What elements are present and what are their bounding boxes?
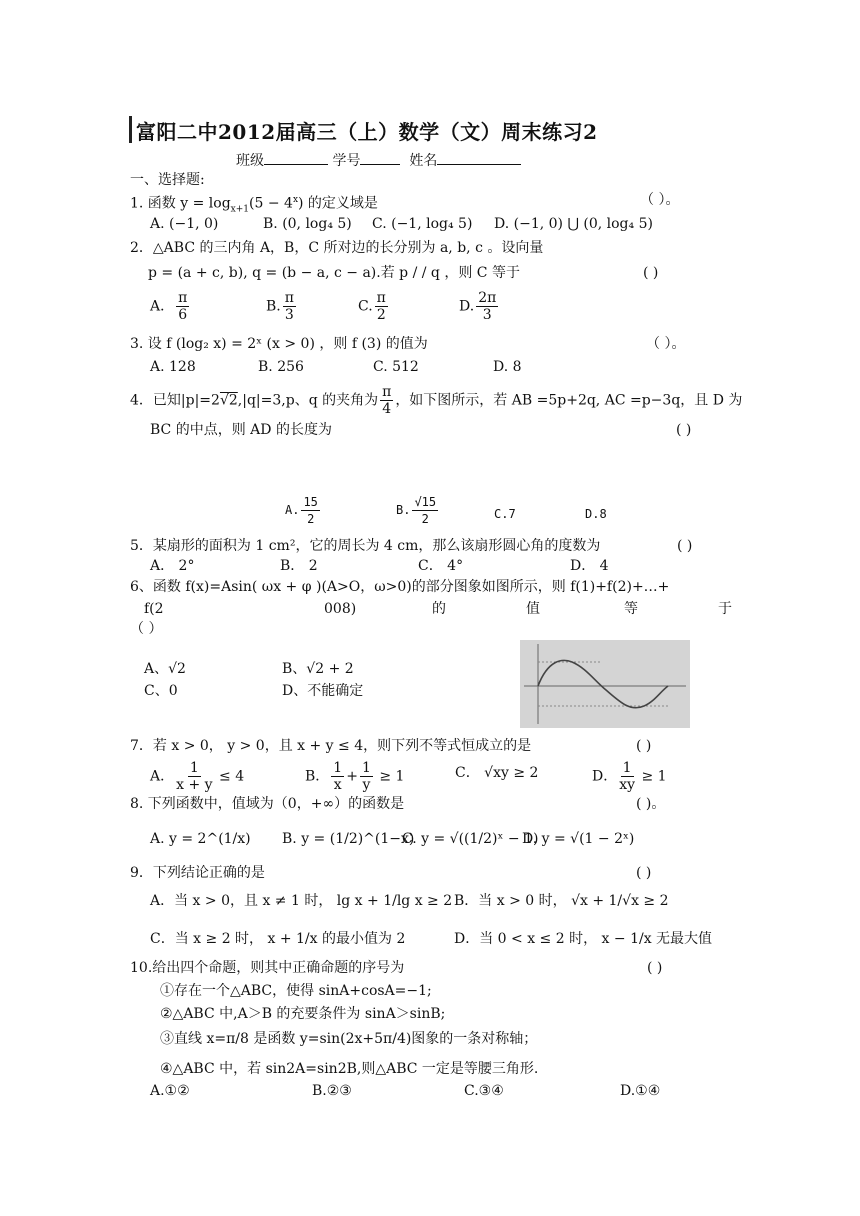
header-fields <box>236 152 521 170</box>
q2-answer-paren: ( ) <box>643 265 659 281</box>
section-heading: 一、选择题: <box>130 172 205 188</box>
q6-line2-d: 值 <box>526 601 540 617</box>
q4-option-d: D.8 <box>585 507 607 521</box>
q4-answer-paren: ( ) <box>676 422 692 438</box>
q3-option-a: A. 128 <box>150 359 196 375</box>
name-label: 姓名 <box>409 153 438 169</box>
q8-option-b: B. y = (1/2)^(1−x) <box>282 831 415 847</box>
q9-option-a: A．当 x > 0，且 x ≠ 1 时， lg x + 1/lg x ≥ 2 <box>150 893 453 909</box>
q7-answer-paren: ( ) <box>636 738 652 754</box>
q3-answer-paren: （ ）。 <box>646 336 686 352</box>
q4-option-c: C.7 <box>494 507 516 521</box>
q10-item-2: ②△ABC 中,A＞B 的充要条件为 sinA＞sinB; <box>160 1006 446 1022</box>
q8-option-c: C. y = √((1/2)ˣ − 1) <box>402 831 539 847</box>
q10-option-c: C.③④ <box>464 1083 504 1099</box>
q6-option-b: B、√2 + 2 <box>282 661 354 677</box>
q3-option-b: B. 256 <box>258 359 304 375</box>
sine-graph-svg <box>520 640 690 728</box>
q10-option-b: B.②③ <box>312 1083 352 1099</box>
q10-stem: 10.给出四个命题，则其中正确命题的序号为 <box>130 960 405 976</box>
q7-option-a: A． $\frac{1}{x + y}$ ≤ 4 <box>150 760 245 793</box>
q5-answer-paren: ( ) <box>677 538 693 554</box>
q8-option-d: D. y = √(1 − 2ˣ) <box>522 831 635 847</box>
id-label: 学号 <box>332 153 361 169</box>
q6-line2-c: 的 <box>432 601 446 617</box>
q7-stem: 7．若 x > 0， y > 0，且 x + y ≤ 4，则下列不等式恒成立的是 <box>130 738 532 754</box>
q6-option-d: D、不能确定 <box>282 683 364 699</box>
q2-option-b: B. $\frac{\pi}{3}$ <box>266 290 294 323</box>
q2-vectors: p = (a + c, b), q = (b − a, c − a).若 p / / q ，则 C 等于 <box>148 265 520 281</box>
q6-answer-paren: （ ） <box>130 621 163 637</box>
q10-answer-paren: ( ) <box>647 960 663 976</box>
page-title: 富阳二中2012届高三（上）数学（文）周末练习2 <box>136 120 598 144</box>
q8-answer-paren: ( )。 <box>636 796 666 812</box>
q3-option-d: D. 8 <box>493 359 522 375</box>
q2-stem: 2．△ABC 的三内角 A，B，C 所对边的长分别为 a, b, c 。设向量 <box>130 240 544 256</box>
q1-stem: 1. 函数 $y = \log_{x+1}(5 - 4^x)$ 的定义域是 <box>130 195 378 215</box>
q9-option-c: C．当 x ≥ 2 时， x + 1/x 的最小值为 2 <box>150 931 406 947</box>
q4-option-a: A. $\frac{15}{2}$ <box>285 495 318 526</box>
q4-option-b: B. $\frac{√15}{2}$ <box>396 495 437 526</box>
q2-option-c: C. $\frac{\pi}{2}$ <box>358 290 386 323</box>
q5-option-d: D． 4 <box>570 558 609 574</box>
q3-option-c: C. 512 <box>373 359 419 375</box>
q7-option-d: D． $\frac{1}{xy}$ ≥ 1 <box>592 760 667 793</box>
q5-option-c: C． 4° <box>418 558 464 574</box>
q1-answer-paren: （ ）。 <box>640 192 680 208</box>
q10-option-a: A.①② <box>150 1083 190 1099</box>
class-label: 班级 <box>236 153 264 169</box>
id-field[interactable] <box>360 164 400 165</box>
q1-option-d: D. (−1, 0) ⋃ (0, log₄ 5) <box>494 216 653 232</box>
name-field[interactable] <box>437 164 521 165</box>
class-field[interactable] <box>264 164 328 165</box>
sine-graph-figure <box>520 640 690 728</box>
q10-item-4: ④△ABC 中，若 sin2A=sin2B,则△ABC 一定是等腰三角形. <box>160 1061 539 1077</box>
q2-option-a: A． $\frac{\pi}{6}$ <box>150 290 188 323</box>
q8-stem: 8. 下列函数中，值域为（0，+∞）的函数是 <box>130 796 405 812</box>
q5-option-b: B． 2 <box>280 558 318 574</box>
q9-option-d: D．当 0 < x ≤ 2 时， x − 1/x 无最大值 <box>454 931 713 947</box>
q6-option-c: C、0 <box>144 683 178 699</box>
q6-line2-a: f(2 <box>144 601 164 617</box>
q6-line2-e: 等 <box>624 601 638 617</box>
q10-item-3: ③直线 x=π/8 是函数 y=sin(2x+5π/4)图象的一条对称轴； <box>160 1031 538 1047</box>
q6-option-a: A、√2 <box>144 661 186 677</box>
q5-option-a: A． 2° <box>150 558 195 574</box>
q7-option-b: B． $\frac{1}{x}$ + $\frac{1}{y}$ ≥ 1 <box>305 760 405 793</box>
q9-stem: 9．下列结论正确的是 <box>130 865 265 881</box>
q9-option-b: B．当 x > 0 时， √x + 1/√x ≥ 2 <box>454 893 669 909</box>
q1-option-b: B. (0, log₄ 5) <box>263 216 352 232</box>
q9-answer-paren: ( ) <box>636 865 652 881</box>
q6-line2-b: 008) <box>324 601 357 617</box>
q1-option-a: A. (−1, 0) <box>150 216 219 232</box>
q7-option-c: C． √xy ≥ 2 <box>455 765 539 781</box>
q6-stem: 6、函数 f(x)=Asin( ωx + φ )(A>O，ω>0)的部分图象如图所示，则 f(1)+f(2)+…+ <box>130 579 670 595</box>
q2-option-d: D. $\frac{2\pi}{3}$ <box>459 290 497 323</box>
q3-stem: 3. 设 f (log₂ x) = 2ˣ (x > 0) ，则 f (3) 的值为 <box>130 336 428 352</box>
q6-line2-f: 于 <box>718 601 732 617</box>
q4-line2: BC 的中点，则 AD 的长度为 <box>150 422 332 438</box>
title-bar <box>129 116 132 143</box>
q4-stem: 4．已知|p|=2√2,|q|=3,p、q 的夹角为 $\frac{\pi}{4}$ ，如下图所示，若 AB =5p+2q, AC =p−3q，且 D 为 <box>130 384 743 417</box>
q1-option-c: C. (−1, log₄ 5) <box>372 216 473 232</box>
q10-option-d: D.①④ <box>620 1083 661 1099</box>
q10-item-1: ①存在一个△ABC，使得 sinA+cosA=−1; <box>160 983 432 999</box>
q8-option-a: A. y = 2^(1/x) <box>150 831 251 847</box>
q5-stem: 5．某扇形的面积为 1 cm²，它的周长为 4 cm，那么该扇形圆心角的度数为 <box>130 538 601 554</box>
